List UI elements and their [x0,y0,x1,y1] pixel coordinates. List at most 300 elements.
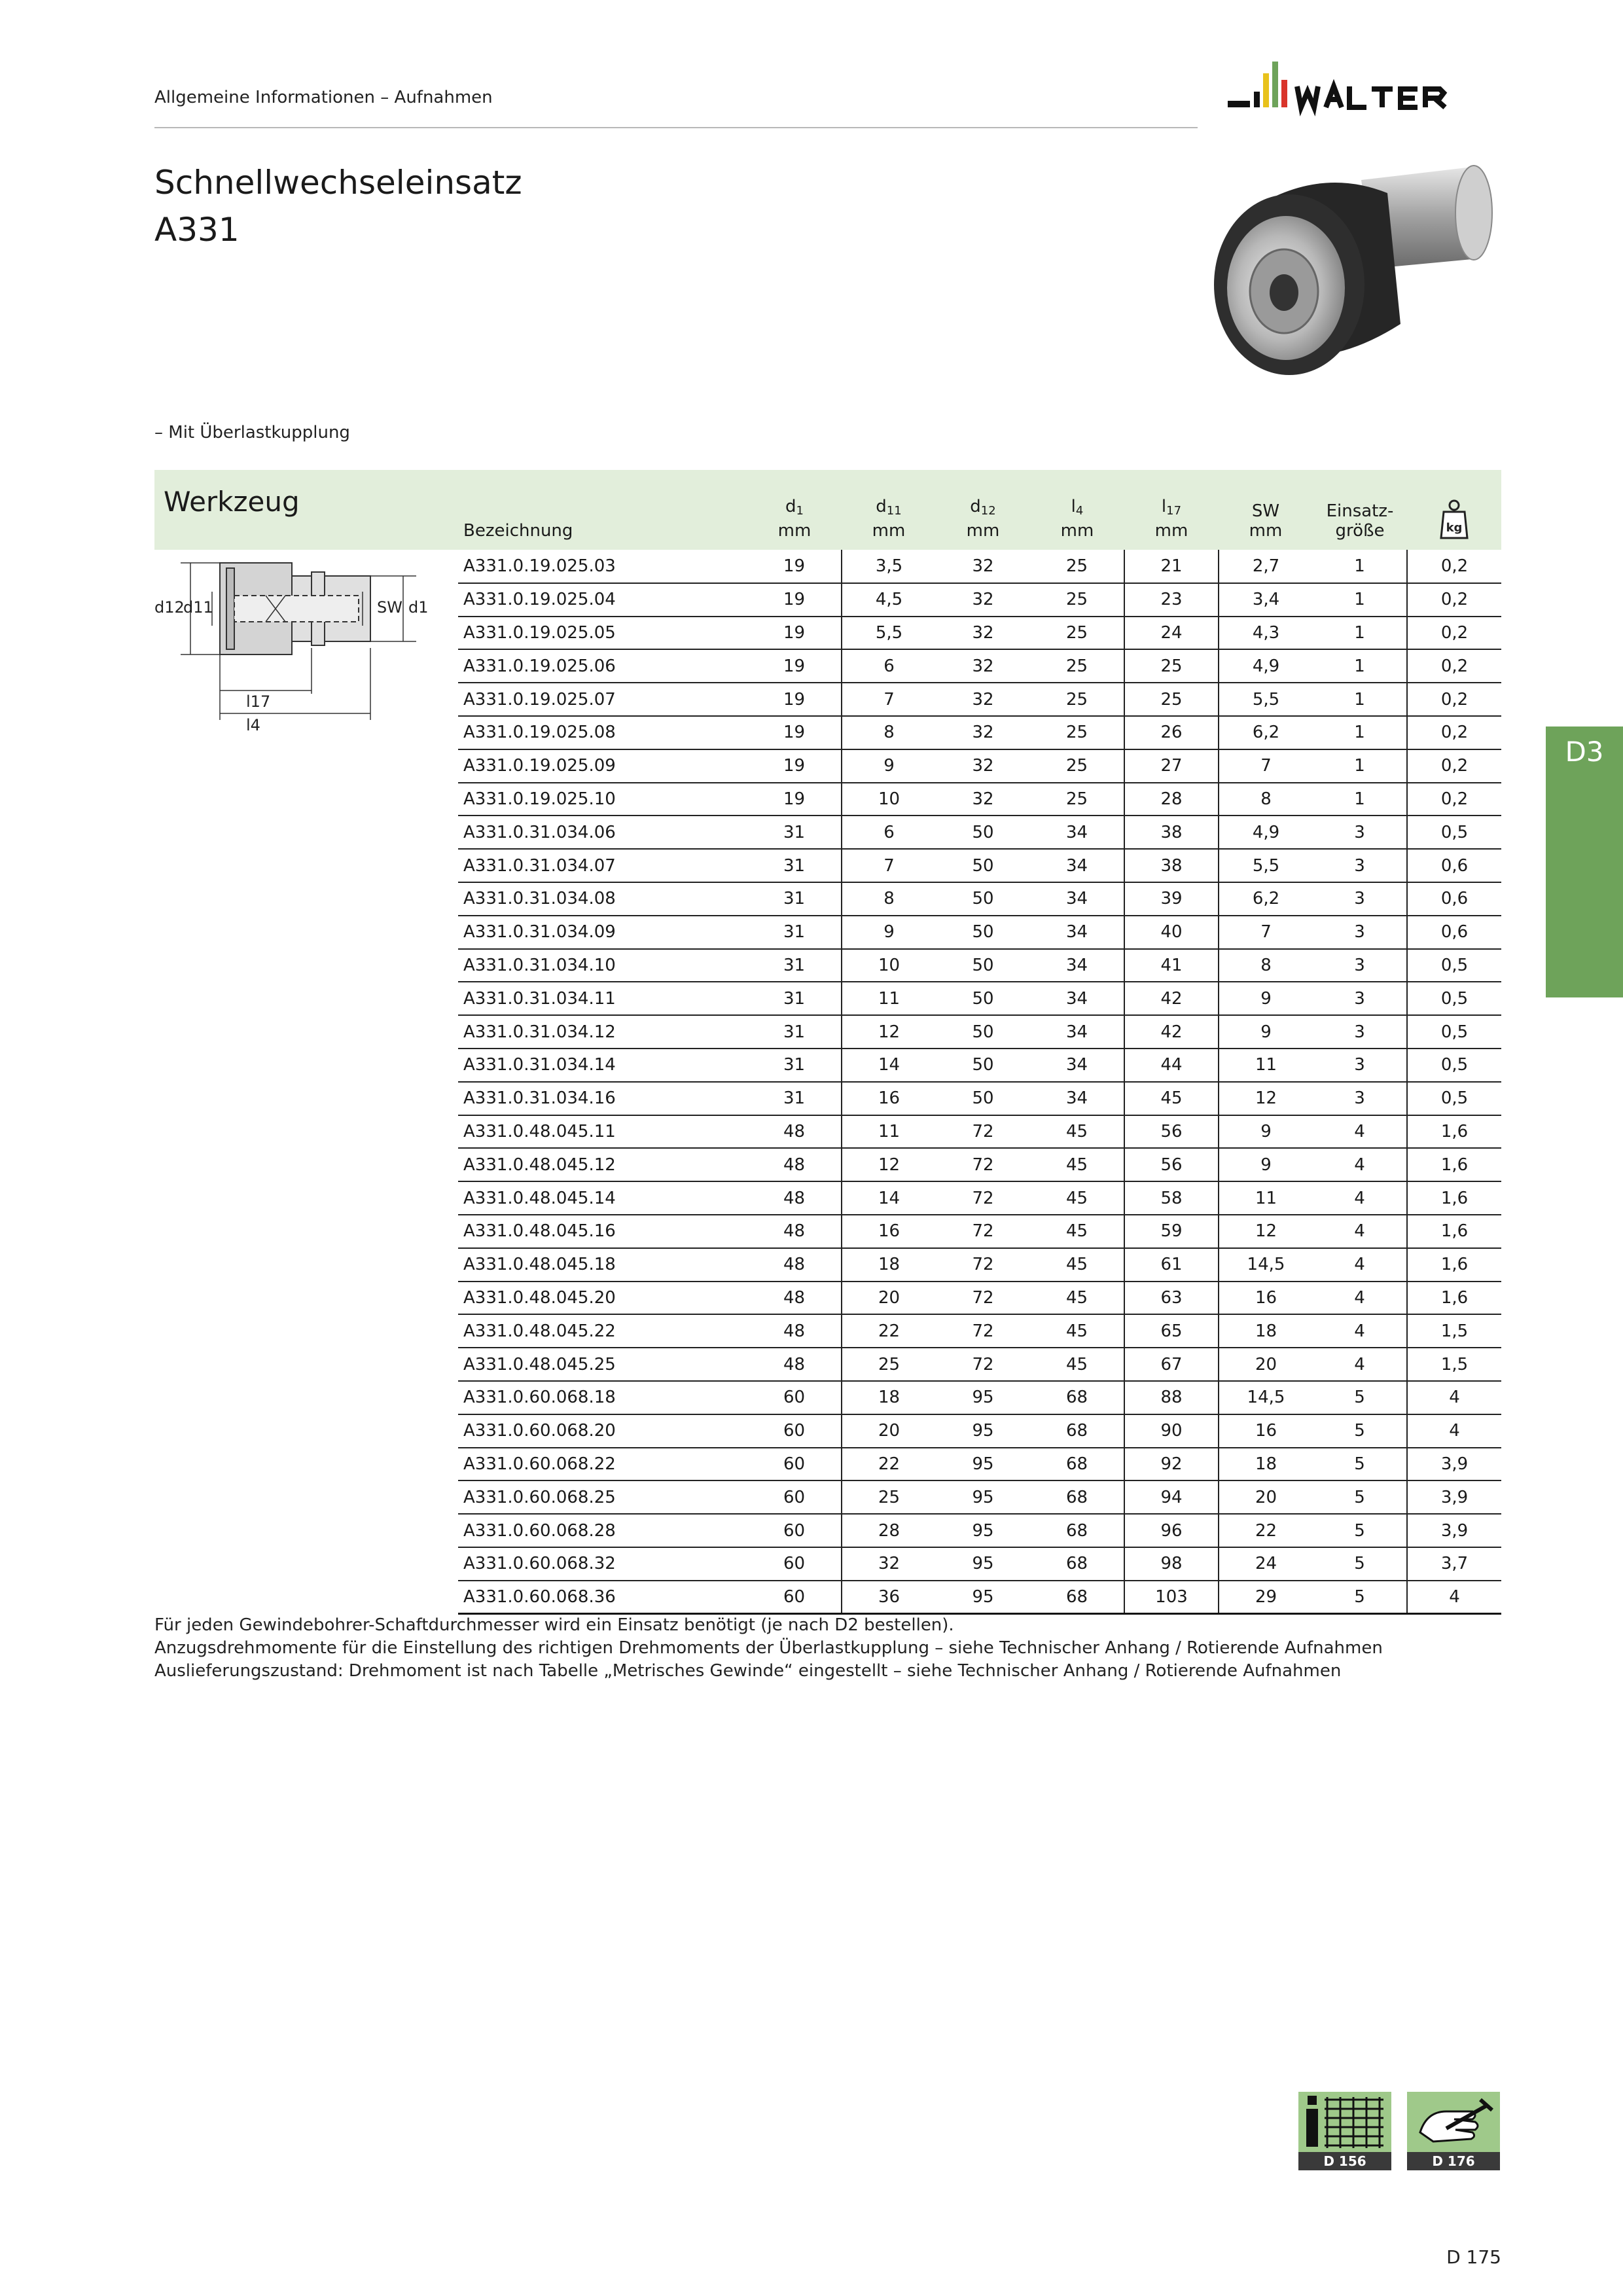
cell-l17: 45 [1124,1082,1219,1115]
cell-d11: 9 [842,749,936,783]
cell-l17: 21 [1124,550,1219,583]
cell-bezeichnung: A331.0.60.068.32 [458,1547,747,1581]
cell-bezeichnung: A331.0.48.045.14 [458,1181,747,1215]
cell-l17: 56 [1124,1115,1219,1149]
cell-d12: 72 [936,1248,1030,1282]
cell-size: 4 [1313,1215,1407,1248]
cell-d11: 11 [842,982,936,1015]
cell-l4: 25 [1030,550,1124,583]
cell-bezeichnung: A331.0.19.025.05 [458,617,747,650]
cell-d11: 11 [842,1115,936,1149]
cell-l4: 45 [1030,1314,1124,1348]
cell-d12: 50 [936,816,1030,849]
cell-l17: 94 [1124,1480,1219,1514]
cell-sw: 5,5 [1219,849,1313,882]
cell-d12: 50 [936,916,1030,949]
cell-d1: 31 [747,1082,842,1115]
cell-l17: 38 [1124,849,1219,882]
cell-bezeichnung: A331.0.60.068.22 [458,1448,747,1481]
footnote-2: Anzugsdrehmomente für die Einstellung des richtigen Drehmoments der Überlastkupplung – siehe Technischer Anhang / Rotierende Aufnahmen [154,1638,1383,1658]
cell-l4: 68 [1030,1381,1124,1414]
weight-icon [1438,499,1470,541]
cell-d11: 18 [842,1248,936,1282]
cell-sw: 11 [1219,1181,1313,1215]
cell-bezeichnung: A331.0.48.045.20 [458,1282,747,1315]
cell-d1: 48 [747,1115,842,1149]
cell-size: 4 [1313,1248,1407,1282]
cell-d12: 72 [936,1181,1030,1215]
cell-d12: 72 [936,1115,1030,1149]
cell-l4: 34 [1030,1015,1124,1049]
cell-d11: 5,5 [842,617,936,650]
cell-bezeichnung: A331.0.31.034.11 [458,982,747,1015]
cell-l4: 25 [1030,649,1124,683]
cell-l4: 45 [1030,1215,1124,1248]
cell-sw: 12 [1219,1215,1313,1248]
cell-sw: 3,4 [1219,583,1313,617]
cell-d1: 48 [747,1348,842,1381]
product-photo [1204,154,1505,399]
cell-kg: 0,5 [1407,1049,1501,1082]
cell-l17: 92 [1124,1448,1219,1481]
cell-bezeichnung: A331.0.48.045.25 [458,1348,747,1381]
cell-l17: 44 [1124,1049,1219,1082]
cell-l17: 25 [1124,649,1219,683]
cell-bezeichnung: A331.0.19.025.07 [458,683,747,716]
cell-l4: 25 [1030,749,1124,783]
cell-d1: 48 [747,1181,842,1215]
section-tab[interactable] [1546,726,1623,997]
cell-kg: 0,6 [1407,882,1501,916]
cell-d12: 50 [936,849,1030,882]
cell-l17: 27 [1124,749,1219,783]
cell-d1: 31 [747,849,842,882]
product-title: Schnellwechseleinsatz [154,164,522,202]
cell-bezeichnung: A331.0.31.034.10 [458,949,747,982]
cell-l17: 42 [1124,982,1219,1015]
info-table-icon [1298,2092,1391,2152]
cell-kg: 1,6 [1407,1115,1501,1149]
cell-sw: 9 [1219,1015,1313,1049]
cell-size: 3 [1313,949,1407,982]
page-number: D 175 [1446,2246,1501,2268]
cell-d12: 95 [936,1381,1030,1414]
drawing-label-d11: d11 [183,598,213,617]
cell-bezeichnung: A331.0.19.025.04 [458,583,747,617]
col-header-d12: $d_{12}$ mm [936,470,1030,550]
cell-size: 3 [1313,816,1407,849]
col-header-weight [1407,470,1501,550]
cell-sw: 12 [1219,1082,1313,1115]
footnotes [154,1614,1383,1683]
cell-l4: 25 [1030,716,1124,749]
cell-d1: 60 [747,1514,842,1547]
werkzeug-label: Werkzeug [154,470,458,550]
cell-d11: 14 [842,1181,936,1215]
cell-kg: 0,6 [1407,849,1501,882]
cell-d12: 72 [936,1314,1030,1348]
cell-size: 1 [1313,783,1407,816]
cell-l17: 24 [1124,617,1219,650]
cell-size: 4 [1313,1148,1407,1181]
cell-l17: 96 [1124,1514,1219,1547]
drawing-label-l17: l17 [246,692,271,711]
cell-kg: 0,5 [1407,816,1501,849]
cell-bezeichnung: A331.0.60.068.25 [458,1480,747,1514]
table-header-row [154,470,1501,550]
cell-d12: 32 [936,749,1030,783]
cell-l17: 98 [1124,1547,1219,1581]
cell-size: 5 [1313,1381,1407,1414]
cell-sw: 20 [1219,1480,1313,1514]
cell-sw: 9 [1219,1115,1313,1149]
cell-l4: 34 [1030,816,1124,849]
cell-l17: 25 [1124,683,1219,716]
cell-d1: 60 [747,1414,842,1448]
cell-bezeichnung: A331.0.31.034.09 [458,916,747,949]
cell-bezeichnung: A331.0.48.045.11 [458,1115,747,1149]
cell-kg: 1,5 [1407,1314,1501,1348]
cell-kg: 0,2 [1407,649,1501,683]
cell-d11: 32 [842,1547,936,1581]
tool-dimension-drawing [154,550,449,733]
cell-d11: 7 [842,683,936,716]
cell-bezeichnung: A331.0.31.034.07 [458,849,747,882]
cell-kg: 1,6 [1407,1248,1501,1282]
cell-l4: 34 [1030,916,1124,949]
cell-kg: 0,2 [1407,749,1501,783]
cell-sw: 5,5 [1219,683,1313,716]
cell-kg: 0,2 [1407,617,1501,650]
cell-d12: 72 [936,1282,1030,1315]
cell-d1: 31 [747,882,842,916]
cell-sw: 14,5 [1219,1381,1313,1414]
cell-l4: 45 [1030,1282,1124,1315]
reference-d156-button[interactable] [1298,2092,1391,2170]
reference-label: D 176 [1407,2152,1500,2170]
cell-bezeichnung: A331.0.19.025.03 [458,550,747,583]
cell-d12: 95 [936,1414,1030,1448]
cell-sw: 6,2 [1219,882,1313,916]
cell-sw: 20 [1219,1348,1313,1381]
cell-kg: 0,5 [1407,1015,1501,1049]
cell-sw: 9 [1219,1148,1313,1181]
cell-bezeichnung: A331.0.48.045.18 [458,1248,747,1282]
col-header-d11: $d_{11}$ mm [842,470,936,550]
cell-size: 3 [1313,1082,1407,1115]
cell-bezeichnung: A331.0.19.025.10 [458,783,747,816]
cell-d11: 16 [842,1215,936,1248]
cell-size: 3 [1313,849,1407,882]
cell-d12: 32 [936,683,1030,716]
cell-d12: 95 [936,1581,1030,1614]
cell-sw: 4,9 [1219,649,1313,683]
cell-sw: 16 [1219,1282,1313,1315]
breadcrumb: Allgemeine Informationen – Aufnahmen [154,88,493,107]
cell-d11: 28 [842,1514,936,1547]
section-tab-label: D3 [1565,736,1604,768]
cell-l17: 63 [1124,1282,1219,1315]
cell-l17: 56 [1124,1148,1219,1181]
walter-logo [1228,60,1503,134]
cell-bezeichnung: A331.0.60.068.18 [458,1381,747,1414]
cell-l4: 34 [1030,1049,1124,1082]
cell-d11: 20 [842,1282,936,1315]
cell-l17: 59 [1124,1215,1219,1248]
cell-d11: 6 [842,816,936,849]
cell-d12: 32 [936,783,1030,816]
cell-size: 4 [1313,1282,1407,1315]
cell-kg: 4 [1407,1414,1501,1448]
cell-d11: 8 [842,882,936,916]
cell-d12: 32 [936,617,1030,650]
cell-d1: 19 [747,617,842,650]
cell-l17: 38 [1124,816,1219,849]
cell-d12: 50 [936,949,1030,982]
cell-d1: 31 [747,982,842,1015]
cell-d1: 60 [747,1480,842,1514]
cell-l17: 61 [1124,1248,1219,1282]
cell-sw: 16 [1219,1414,1313,1448]
cell-l4: 34 [1030,882,1124,916]
cell-l17: 40 [1124,916,1219,949]
cell-d12: 32 [936,716,1030,749]
cell-sw: 11 [1219,1049,1313,1082]
cell-d1: 19 [747,583,842,617]
cell-d11: 12 [842,1015,936,1049]
cell-d1: 19 [747,683,842,716]
cell-d11: 10 [842,783,936,816]
cell-d11: 6 [842,649,936,683]
cell-d11: 25 [842,1480,936,1514]
cell-d11: 12 [842,1148,936,1181]
cell-kg: 3,9 [1407,1448,1501,1481]
col-header-l4: $l_4$ mm [1030,470,1124,550]
cell-bezeichnung: A331.0.60.068.28 [458,1514,747,1547]
cell-l4: 68 [1030,1581,1124,1614]
cell-sw: 2,7 [1219,550,1313,583]
cell-d11: 8 [842,716,936,749]
cell-l17: 42 [1124,1015,1219,1049]
feature-note: – Mit Überlastkupplung [154,423,350,442]
cell-sw: 22 [1219,1514,1313,1547]
cell-d1: 19 [747,550,842,583]
cell-l4: 45 [1030,1348,1124,1381]
cell-d1: 48 [747,1148,842,1181]
cell-sw: 6,2 [1219,716,1313,749]
cell-bezeichnung: A331.0.31.034.08 [458,882,747,916]
cell-size: 5 [1313,1448,1407,1481]
cell-d12: 50 [936,1015,1030,1049]
drawing-label-d1: d1 [408,598,429,617]
cell-d12: 72 [936,1348,1030,1381]
cell-d12: 95 [936,1547,1030,1581]
cell-l17: 26 [1124,716,1219,749]
cell-d12: 32 [936,550,1030,583]
cell-size: 5 [1313,1414,1407,1448]
cell-kg: 0,5 [1407,1082,1501,1115]
cell-size: 1 [1313,683,1407,716]
drawing-label-sw: SW [377,598,402,617]
cell-bezeichnung: A331.0.31.034.16 [458,1082,747,1115]
cell-d11: 36 [842,1581,936,1614]
cell-kg: 3,7 [1407,1547,1501,1581]
cell-bezeichnung: A331.0.31.034.06 [458,816,747,849]
cell-d12: 50 [936,882,1030,916]
cell-l17: 58 [1124,1181,1219,1215]
cell-l4: 25 [1030,617,1124,650]
cell-d1: 19 [747,649,842,683]
cell-sw: 29 [1219,1581,1313,1614]
cell-d11: 18 [842,1381,936,1414]
cell-kg: 0,6 [1407,916,1501,949]
cell-kg: 1,6 [1407,1181,1501,1215]
cell-d1: 31 [747,1015,842,1049]
cell-kg: 0,2 [1407,783,1501,816]
cell-l4: 68 [1030,1547,1124,1581]
cell-d12: 50 [936,1082,1030,1115]
cell-d11: 25 [842,1348,936,1381]
cell-d11: 7 [842,849,936,882]
col-header-sw: SW mm [1219,470,1313,550]
cell-kg: 1,5 [1407,1348,1501,1381]
cell-size: 3 [1313,916,1407,949]
cell-l4: 34 [1030,1082,1124,1115]
cell-bezeichnung: A331.0.48.045.12 [458,1148,747,1181]
cell-d11: 16 [842,1082,936,1115]
cell-d1: 19 [747,749,842,783]
cell-kg: 1,6 [1407,1282,1501,1315]
col-header-einsatzgroesse: Einsatz- größe [1313,470,1407,550]
cell-d1: 31 [747,949,842,982]
walter-logo-graphic [1228,60,1503,134]
svg-text:kg: kg [1446,521,1463,535]
cell-size: 5 [1313,1480,1407,1514]
cell-kg: 0,2 [1407,716,1501,749]
cell-d11: 10 [842,949,936,982]
cell-d11: 9 [842,916,936,949]
drawing-label-d12: d12 [154,598,185,617]
cell-l4: 34 [1030,949,1124,982]
cell-d12: 50 [936,1049,1030,1082]
cell-d12: 50 [936,982,1030,1015]
cell-d12: 72 [936,1148,1030,1181]
cell-size: 1 [1313,716,1407,749]
cell-bezeichnung: A331.0.19.025.08 [458,716,747,749]
cell-d12: 32 [936,583,1030,617]
cell-l4: 68 [1030,1414,1124,1448]
cell-size: 3 [1313,982,1407,1015]
cell-d1: 19 [747,783,842,816]
cell-d11: 22 [842,1314,936,1348]
cell-bezeichnung: A331.0.19.025.09 [458,749,747,783]
cell-size: 1 [1313,649,1407,683]
cell-d12: 95 [936,1480,1030,1514]
cell-l17: 103 [1124,1581,1219,1614]
cell-l4: 34 [1030,849,1124,882]
cell-l4: 45 [1030,1248,1124,1282]
cell-kg: 4 [1407,1581,1501,1614]
cell-size: 1 [1313,550,1407,583]
cell-size: 4 [1313,1115,1407,1149]
cell-d11: 3,5 [842,550,936,583]
cell-l4: 25 [1030,583,1124,617]
cell-size: 1 [1313,749,1407,783]
cell-l17: 23 [1124,583,1219,617]
cell-sw: 8 [1219,783,1313,816]
cell-kg: 1,6 [1407,1148,1501,1181]
drawing-label-l4: l4 [246,716,260,733]
cell-l4: 34 [1030,982,1124,1015]
cell-bezeichnung: A331.0.48.045.22 [458,1314,747,1348]
cell-l17: 28 [1124,783,1219,816]
cell-sw: 14,5 [1219,1248,1313,1282]
cell-d12: 72 [936,1215,1030,1248]
cell-size: 3 [1313,882,1407,916]
cell-l17: 41 [1124,949,1219,982]
cell-l17: 67 [1124,1348,1219,1381]
cell-bezeichnung: A331.0.31.034.14 [458,1049,747,1082]
cell-sw: 18 [1219,1448,1313,1481]
cell-size: 4 [1313,1181,1407,1215]
cell-size: 3 [1313,1015,1407,1049]
cell-d12: 95 [936,1514,1030,1547]
cell-kg: 0,2 [1407,550,1501,583]
cell-size: 1 [1313,617,1407,650]
cell-d1: 60 [747,1381,842,1414]
footnote-1: Für jeden Gewindebohrer-Schaftdurchmesser wird ein Einsatz benötigt (je nach D2 bestellen). [154,1615,954,1635]
cell-l4: 68 [1030,1448,1124,1481]
cell-d1: 60 [747,1448,842,1481]
cell-sw: 8 [1219,949,1313,982]
cell-kg: 3,9 [1407,1514,1501,1547]
cell-bezeichnung: A331.0.60.068.20 [458,1414,747,1448]
cell-sw: 18 [1219,1314,1313,1348]
cell-d1: 60 [747,1581,842,1614]
col-header-bezeichnung: Bezeichnung [458,470,747,550]
cell-l4: 25 [1030,683,1124,716]
cell-l4: 68 [1030,1480,1124,1514]
cell-kg: 4 [1407,1381,1501,1414]
reference-label: D 156 [1298,2152,1391,2170]
cell-d1: 31 [747,1049,842,1082]
cell-d1: 48 [747,1215,842,1248]
cell-l17: 90 [1124,1414,1219,1448]
cell-l4: 45 [1030,1148,1124,1181]
cell-sw: 7 [1219,916,1313,949]
cell-d1: 48 [747,1314,842,1348]
cell-size: 5 [1313,1514,1407,1547]
cell-bezeichnung: A331.0.31.034.12 [458,1015,747,1049]
cell-l4: 25 [1030,783,1124,816]
cell-d1: 31 [747,816,842,849]
reference-d176-button[interactable] [1407,2092,1500,2170]
cell-size: 1 [1313,583,1407,617]
cell-bezeichnung: A331.0.19.025.06 [458,649,747,683]
cell-d11: 20 [842,1414,936,1448]
cell-d1: 60 [747,1547,842,1581]
cell-d11: 22 [842,1448,936,1481]
cell-bezeichnung: A331.0.60.068.36 [458,1581,747,1614]
product-code-title: A331 [154,211,240,249]
cell-kg: 3,9 [1407,1480,1501,1514]
cell-l4: 45 [1030,1181,1124,1215]
cell-kg: 0,5 [1407,982,1501,1015]
cell-sw: 7 [1219,749,1313,783]
cell-d1: 48 [747,1282,842,1315]
cell-d11: 14 [842,1049,936,1082]
cell-sw: 4,9 [1219,816,1313,849]
